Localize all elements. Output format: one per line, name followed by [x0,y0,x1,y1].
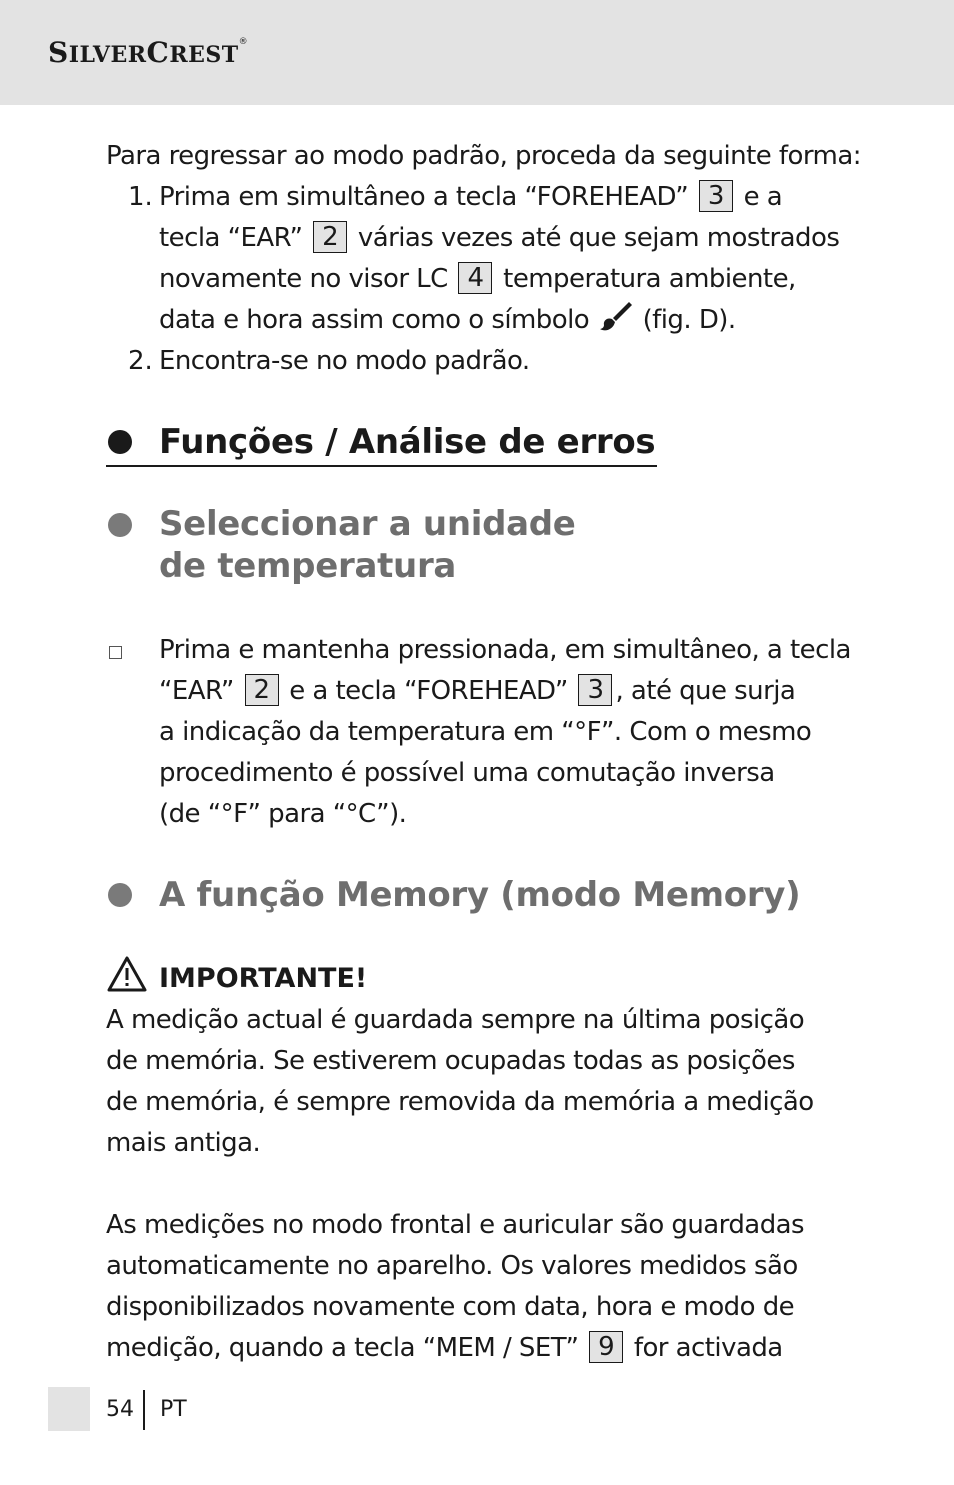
brand-logo [48,36,248,69]
heading-bullet [108,430,132,454]
warning-text-line-4: mais antiga. [106,1128,261,1158]
step-number: 2. [128,346,153,376]
footer-tab [48,1387,90,1431]
step-text: Prima em simultâneo a tecla “FOREHEAD” [159,182,689,212]
unit-text: e a tecla “FOREHEAD” [289,676,568,706]
step-1-line-1 [159,177,782,218]
step-1-line-4 [159,300,736,341]
footer-divider [143,1390,145,1430]
memory-text: medição, quando a tecla “MEM / SET” [106,1333,579,1363]
step-text: várias vezes até que sejam mostrados [357,223,840,253]
step-1-line-3 [159,259,796,300]
key-reference: 3 [699,180,733,212]
memory-text-line-4 [106,1328,783,1369]
key-reference: 2 [245,674,279,706]
unit-text-line-1: Prima e mantenha pressionada, em simultâneo, a tecla [159,635,851,665]
unit-text: “EAR” [159,676,234,706]
memory-text: for activada [633,1333,783,1363]
brand-letters: ILVER [68,42,147,68]
unit-text-line-2 [159,671,795,712]
language-code: PT [160,1397,187,1422]
brand-letter: C [146,36,170,69]
warning-text-line-2: de memória. Se estiverem ocupadas todas as posições [106,1046,795,1076]
brand-letters: REST [169,42,239,68]
page-number: 54 [106,1397,134,1422]
step-1-line-2 [159,218,839,259]
key-reference: 4 [458,262,492,294]
step-text: novamente no visor LC [159,264,448,294]
square-bullet [109,646,122,659]
step-text: temperatura ambiente, [503,264,796,294]
unit-text-line-5: (de “°F” para “°C”). [159,799,407,829]
important-label: IMPORTANTE! [159,963,368,994]
unit-text-line-3: a indicação da temperatura em “°F”. Com o mesmo [159,717,812,747]
section-heading-unit-line-1: Seleccionar a unidade [159,504,576,544]
memory-text-line-2: automaticamente no aparelho. Os valores medidos são [106,1251,798,1281]
heading-bullet [108,883,132,907]
section-heading-functions: Funções / Análise de erros [159,422,656,462]
key-reference: 3 [578,674,612,706]
warning-icon [106,955,148,993]
step-number: 1. [128,182,153,212]
unit-text: , até que surja [615,676,796,706]
key-reference: 2 [313,221,347,253]
step-2-line-1: Encontra-se no modo padrão. [159,346,530,376]
page-header [0,0,954,105]
step-text: e a [743,182,783,212]
registered-mark: ® [238,37,249,47]
brush-symbol-icon [599,300,633,332]
key-reference: 9 [589,1331,623,1363]
step-text: data e hora assim como o símbolo [159,305,590,335]
heading-bullet [108,513,132,537]
unit-text-line-4: procedimento é possível uma comutação inversa [159,758,775,788]
brand-letter: S [48,36,69,69]
warning-text-line-3: de memória, é sempre removida da memória a medição [106,1087,814,1117]
step-text: (fig. D). [642,305,736,335]
step-text: tecla “EAR” [159,223,303,253]
intro-text: Para regressar ao modo padrão, proceda da seguinte forma: [106,141,861,171]
heading-underline [106,465,657,467]
section-heading-memory: A função Memory (modo Memory) [159,875,801,915]
memory-text-line-1: As medições no modo frontal e auricular são guardadas [106,1210,805,1240]
memory-text-line-3: disponibilizados novamente com data, hora e modo de [106,1292,795,1322]
warning-text-line-1: A medição actual é guardada sempre na última posição [106,1005,805,1035]
section-heading-unit-line-2: de temperatura [159,546,457,586]
